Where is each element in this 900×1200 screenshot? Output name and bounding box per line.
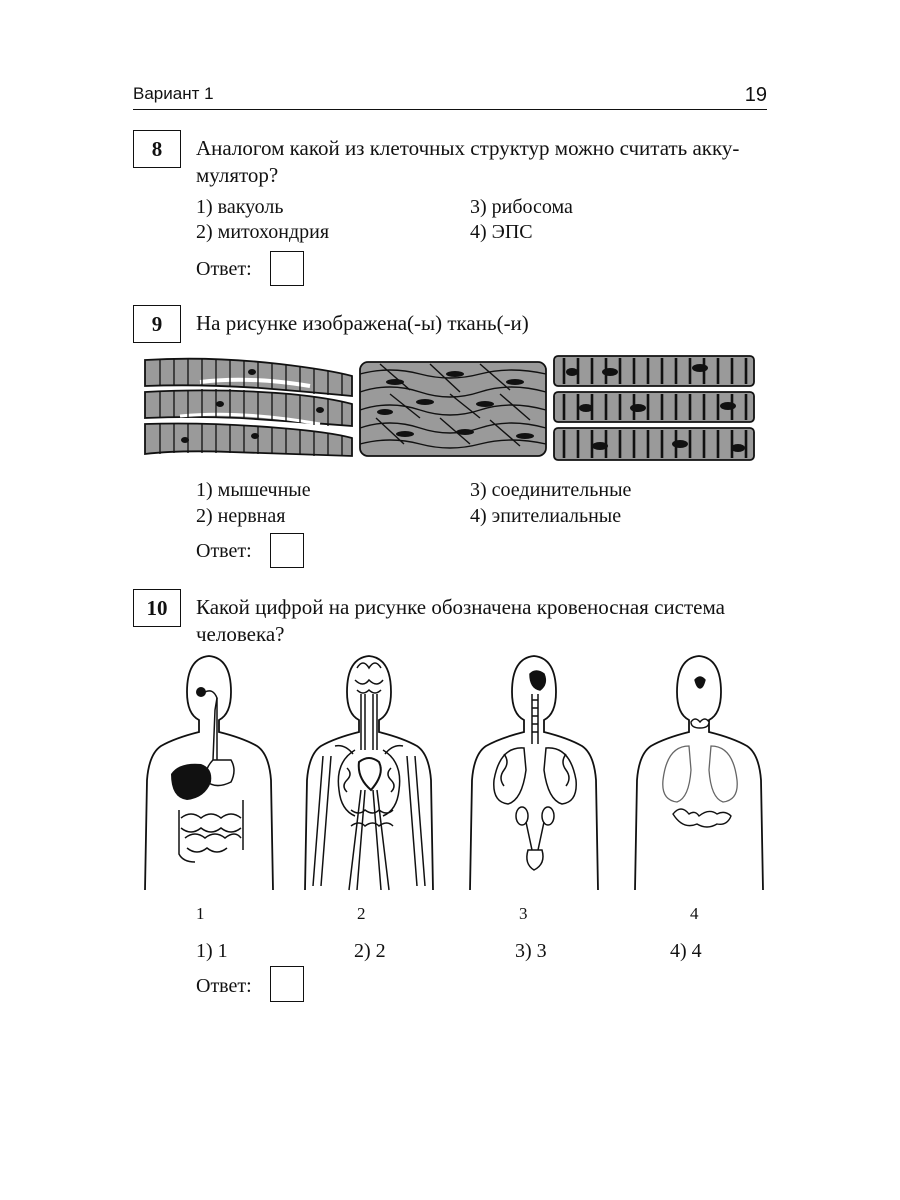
question-10-text-line1: Какой цифрой на рисунке обозначена кровеносная система — [196, 595, 725, 619]
question-8-option-1[interactable]: 1) вакуоль — [196, 196, 284, 218]
question-10-option-3[interactable]: 3) 3 — [515, 940, 547, 962]
question-10-answer-box[interactable] — [270, 966, 304, 1002]
question-10-text-line2: человека? — [196, 622, 285, 646]
figure-2-circulatory-system — [305, 656, 433, 890]
figure-label-1: 1 — [196, 904, 205, 923]
figure-label-2: 2 — [357, 904, 366, 923]
question-9-option-2[interactable]: 2) нервная — [196, 505, 286, 527]
header-divider — [133, 109, 767, 110]
question-10-number: 10 — [133, 589, 181, 627]
running-header-variant: Вариант 1 — [133, 84, 214, 103]
question-9-number: 9 — [133, 305, 181, 343]
figure-label-3: 3 — [519, 904, 528, 923]
question-10-answer-label: Ответ: — [196, 975, 252, 997]
page-number: 19 — [744, 84, 767, 106]
question-10-option-2[interactable]: 2) 2 — [354, 940, 386, 962]
question-8-answer-box[interactable] — [270, 251, 304, 286]
question-9-option-4[interactable]: 4) эпителиальные — [470, 505, 622, 527]
question-8-answer-label: Ответ: — [196, 258, 252, 280]
figure-3-respiratory-system — [470, 656, 598, 890]
question-8-text-line2: мулятор? — [196, 163, 279, 187]
question-8-option-2[interactable]: 2) митохондрия — [196, 221, 330, 243]
question-8-option-3[interactable]: 3) рибосома — [470, 196, 573, 218]
question-8-number: 8 — [133, 130, 181, 168]
muscle-tissue-illustration — [140, 352, 760, 467]
question-9-answer-label: Ответ: — [196, 540, 252, 562]
question-8-text-line1: Аналогом какой из клеточных структур можно считать акку- — [196, 136, 740, 160]
question-9-text: На рисунке изображена(-ы) ткань(-и) — [196, 311, 529, 335]
question-10-option-4[interactable]: 4) 4 — [670, 940, 702, 962]
question-9-answer-box[interactable] — [270, 533, 304, 568]
figure-label-4: 4 — [690, 904, 699, 923]
figure-1-digestive-system — [145, 656, 273, 890]
question-9-option-1[interactable]: 1) мышечные — [196, 479, 311, 501]
human-body-systems-illustration — [135, 650, 765, 900]
question-10-option-1[interactable]: 1) 1 — [196, 940, 228, 962]
question-8-option-4[interactable]: 4) ЭПС — [470, 221, 533, 243]
figure-4-endocrine-system — [635, 656, 763, 890]
question-9-option-3[interactable]: 3) соединительные — [470, 479, 632, 501]
